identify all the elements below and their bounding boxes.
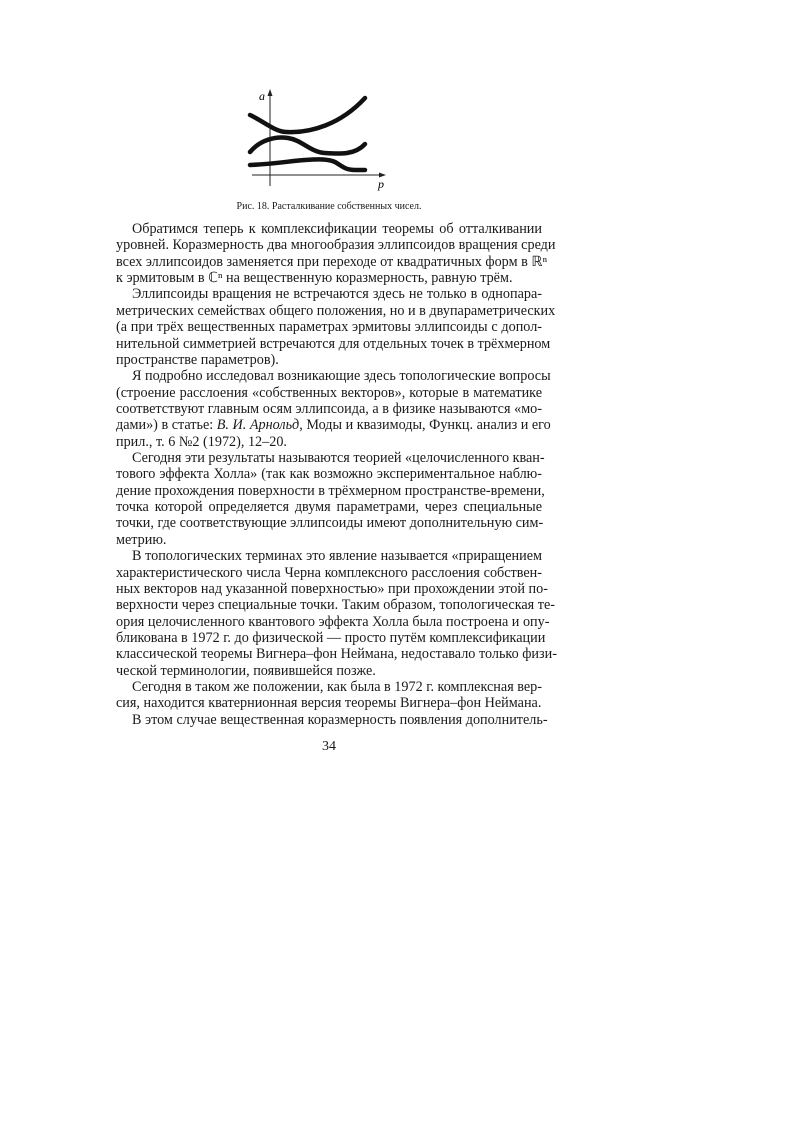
text-line: пространстве параметров). [116,351,279,368]
text-line: бликована в 1972 г. до физической — просто путём комплексификации [116,629,546,646]
text-line: ческой терминологии, появившейся позже. [116,662,376,679]
text-line: классической теоремы Вигнера–фон Неймана, недоставало только физи- [116,646,557,663]
text-line: В этом случае вещественная коразмерность появления дополнитель- [132,711,548,728]
text-fragment: дами») в статье: [116,417,217,434]
body-text [116,221,557,728]
text-line: Сегодня эти результаты называются теорией «целочисленного кван- [132,450,545,467]
text-line: Я подробно исследовал возникающие здесь топологические вопросы [132,368,551,385]
text-line: уровней. Коразмерность два многообразия эллипсоидов вращения среди [116,237,556,254]
text-line: Эллипсоиды вращения не встречаются здесь не только в однопара- [132,286,542,303]
text-line: верхности через специальные точки. Таким образом, топологическая те- [116,597,555,614]
text-line: Обратимся теперь к комплексификации теоремы об отталкивании [132,221,542,237]
citation-title: , Моды и квазимоды, Функц. анализ и его [299,417,551,434]
curve-bottom [250,159,365,170]
text-line: соответствуют главным осям эллипсоида, а в физике называются «мо- [116,400,542,417]
y-axis-label: a [259,89,265,103]
text-line: (строение расслоения «собственных векторов», которые в математике [116,384,542,401]
text-line: дение прохождения поверхности в трёхмерном пространстве-времени, [116,482,545,499]
y-axis-arrow-icon [268,89,273,96]
text-line: метрических семействах общего положения, но и в двупараметрических [116,302,556,319]
text-line: метрию. [116,531,167,548]
eigenvalue-repulsion-figure [230,80,430,200]
text-line: Сегодня в таком же положении, как была в 1972 г. комплексная вер- [132,679,543,696]
text-line: точки, где соответствующие эллипсоиды имеют дополнительную сим- [116,515,544,532]
text-line [116,417,551,434]
text-line: (а при трёх вещественных параметрах эрмитовы эллипсоиды с допол- [116,319,542,336]
curve-top [250,98,365,132]
citation-author: В. И. Арнольд [216,417,300,434]
text-line: к эрмитовым в ℂⁿ на вещественную коразмерность, равную трём. [116,270,513,287]
text-line: тового эффекта Холла» (так как возможно экспериментальное наблю- [116,466,542,483]
text-line: нительной симметрией встречаются для отдельных точек в трёхмерном [116,335,551,352]
text-line: точка которой определяется двумя параметрами, через специальные [116,499,542,516]
text-line: ория целочисленного квантового эффекта Холла была построена и опу- [116,613,550,630]
text-line: характеристического числа Черна комплексного расслоения собствен- [116,564,542,581]
text-line: В топологических терминах это явление называется «приращением [132,548,542,565]
text-line: всех эллипсоидов заменяется при переходе от квадратичных форм в ℝⁿ [116,253,548,270]
x-axis-label: p [378,177,384,191]
curve-middle [250,138,365,154]
text-line: прил., т. 6 №2 (1972), 12–20. [116,433,287,450]
page-number: 34 [322,739,336,754]
figure-caption: Рис. 18. Расталкивание собственных чисел. [236,201,422,212]
text-line: сия, находится кватернионная версия теоремы Вигнера–фон Неймана. [116,695,542,712]
text-line: ных векторов над указанной поверхностью» при прохождении этой по- [116,580,548,597]
